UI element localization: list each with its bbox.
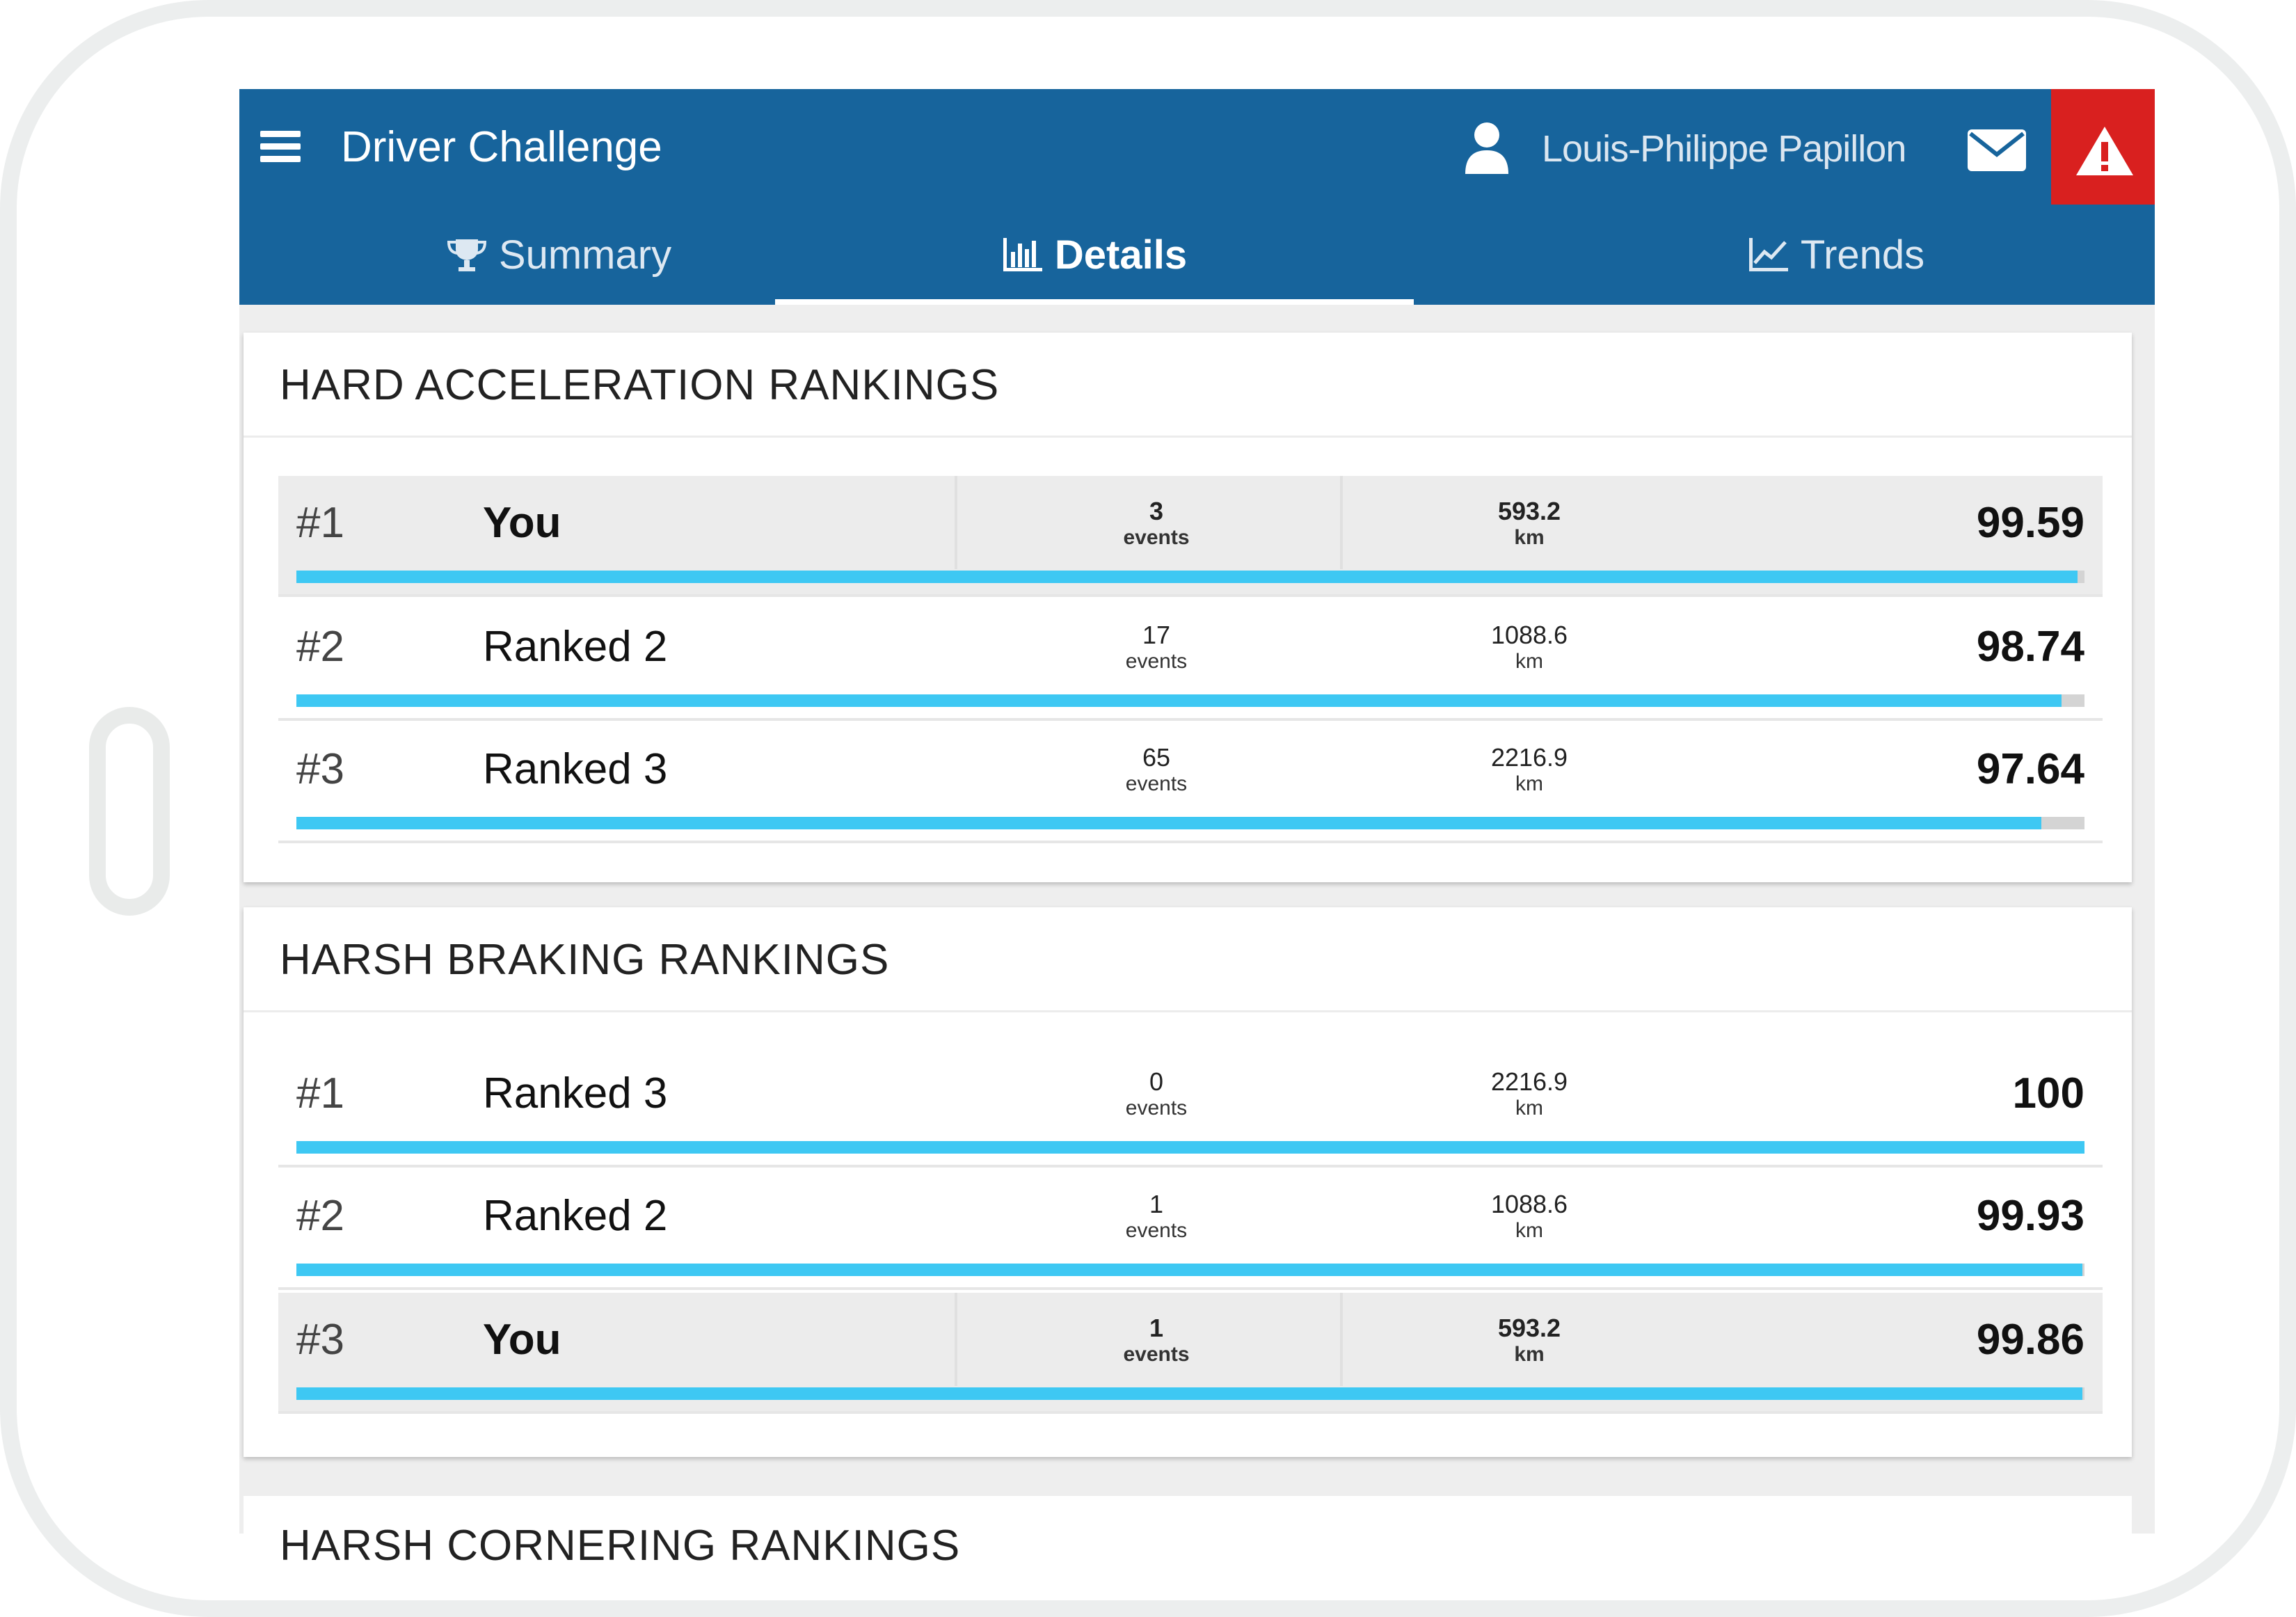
score-progress-fill (296, 694, 2062, 707)
events-value: 1 (1149, 1190, 1164, 1218)
score: 99.59 (1976, 499, 2084, 547)
events-unit: events (1125, 1097, 1188, 1120)
divider (244, 1010, 2132, 1012)
score-progress-fill (296, 571, 2078, 583)
score: 99.86 (1976, 1316, 2084, 1364)
tab-details[interactable] (775, 205, 1414, 305)
events-value: 3 (1149, 497, 1164, 525)
distance-stat (1432, 621, 1627, 674)
harsh-braking-card (244, 907, 2132, 1457)
distance-stat (1432, 1314, 1627, 1367)
score-progress-bar (296, 694, 2084, 707)
score-progress-bar (296, 1141, 2084, 1154)
distance-value: 2216.9 (1490, 743, 1568, 772)
events-value: 0 (1149, 1067, 1164, 1096)
distance-stat (1432, 743, 1627, 796)
column-separator (1340, 476, 1343, 569)
events-unit: events (1125, 1219, 1188, 1242)
column-separator (955, 1293, 957, 1386)
tab-summary-label: Summary (498, 232, 672, 278)
rank: #1 (296, 499, 344, 547)
home-button[interactable] (89, 707, 170, 916)
ranking-row[interactable] (278, 600, 2103, 721)
events-unit: events (1123, 526, 1190, 549)
hamburger-menu-icon[interactable] (260, 131, 301, 163)
app-bar (239, 89, 2155, 205)
distance-value: 2216.9 (1490, 1067, 1568, 1096)
score-progress-bar (296, 1264, 2084, 1276)
distance-unit: km (1515, 1219, 1543, 1242)
distance-value: 1088.6 (1490, 621, 1568, 649)
distance-value: 1088.6 (1490, 1190, 1568, 1218)
tab-trends[interactable] (1517, 205, 2155, 305)
score-progress-bar (296, 571, 2084, 583)
distance-unit: km (1514, 1343, 1545, 1366)
driver-name: You (483, 1316, 561, 1364)
events-stat (1059, 743, 1254, 796)
ranking-row[interactable] (278, 476, 2103, 597)
events-stat (1059, 1314, 1254, 1367)
mail-icon[interactable] (1968, 129, 2026, 171)
distance-stat (1432, 1067, 1627, 1120)
card-title: HARSH CORNERING RANKINGS (280, 1522, 961, 1570)
distance-stat (1432, 1190, 1627, 1243)
distance-unit: km (1514, 526, 1545, 549)
events-stat (1059, 621, 1254, 674)
column-separator (955, 476, 957, 569)
driver-name: Ranked 2 (483, 623, 668, 671)
distance-value: 593.2 (1497, 1314, 1561, 1342)
user-name[interactable]: Louis-Philippe Papillon (1542, 128, 1906, 170)
card-title: HARSH BRAKING RANKINGS (280, 936, 890, 984)
score-progress-fill (296, 1264, 2082, 1276)
app-title: Driver Challenge (341, 123, 662, 171)
score-progress-bar (296, 1387, 2084, 1400)
distance-unit: km (1515, 772, 1543, 795)
score: 100 (2012, 1069, 2084, 1117)
tab-trends-label: Trends (1800, 232, 1925, 278)
rank: #2 (296, 623, 344, 671)
column-separator (1340, 1293, 1343, 1386)
events-stat (1059, 1190, 1254, 1243)
ranking-row[interactable] (278, 1169, 2103, 1290)
distance-stat (1432, 497, 1627, 550)
warning-icon (2075, 125, 2135, 177)
rank: #1 (296, 1069, 344, 1117)
ranking-row[interactable] (278, 722, 2103, 843)
events-value: 65 (1142, 743, 1171, 772)
score: 99.93 (1976, 1192, 2084, 1240)
hard-acceleration-card (244, 333, 2132, 882)
score-progress-fill (296, 817, 2041, 829)
app-screen (239, 89, 2155, 1570)
tab-details-label: Details (1054, 232, 1188, 278)
driver-name: You (483, 499, 561, 547)
distance-unit: km (1515, 1097, 1543, 1120)
driver-name: Ranked 2 (483, 1192, 668, 1240)
harsh-cornering-card (244, 1496, 2132, 1570)
events-stat (1059, 497, 1254, 550)
score: 97.64 (1976, 745, 2084, 793)
score-progress-fill (296, 1141, 2084, 1154)
card-title: HARD ACCELERATION RANKINGS (280, 361, 1000, 409)
distance-value: 593.2 (1497, 497, 1561, 525)
events-unit: events (1125, 650, 1188, 673)
bar-chart-icon (1002, 237, 1044, 273)
ranking-row[interactable] (278, 1293, 2103, 1414)
line-chart-icon (1748, 237, 1789, 273)
rank: #3 (296, 1316, 344, 1364)
trophy-icon (446, 237, 488, 273)
driver-name: Ranked 3 (483, 745, 668, 793)
events-value: 17 (1142, 621, 1171, 649)
rank: #2 (296, 1192, 344, 1240)
tab-bar (239, 205, 2155, 305)
ranking-row[interactable] (278, 1046, 2103, 1168)
divider (244, 436, 2132, 438)
score-progress-fill (296, 1387, 2082, 1400)
driver-name: Ranked 3 (483, 1069, 668, 1117)
events-value: 1 (1149, 1314, 1164, 1342)
events-unit: events (1123, 1343, 1190, 1366)
distance-unit: km (1515, 650, 1543, 673)
score-progress-bar (296, 817, 2084, 829)
rank: #3 (296, 745, 344, 793)
alert-button[interactable] (2051, 89, 2155, 205)
score: 98.74 (1976, 623, 2084, 671)
events-unit: events (1125, 772, 1188, 795)
user-icon[interactable] (1462, 121, 1511, 174)
events-stat (1059, 1067, 1254, 1120)
